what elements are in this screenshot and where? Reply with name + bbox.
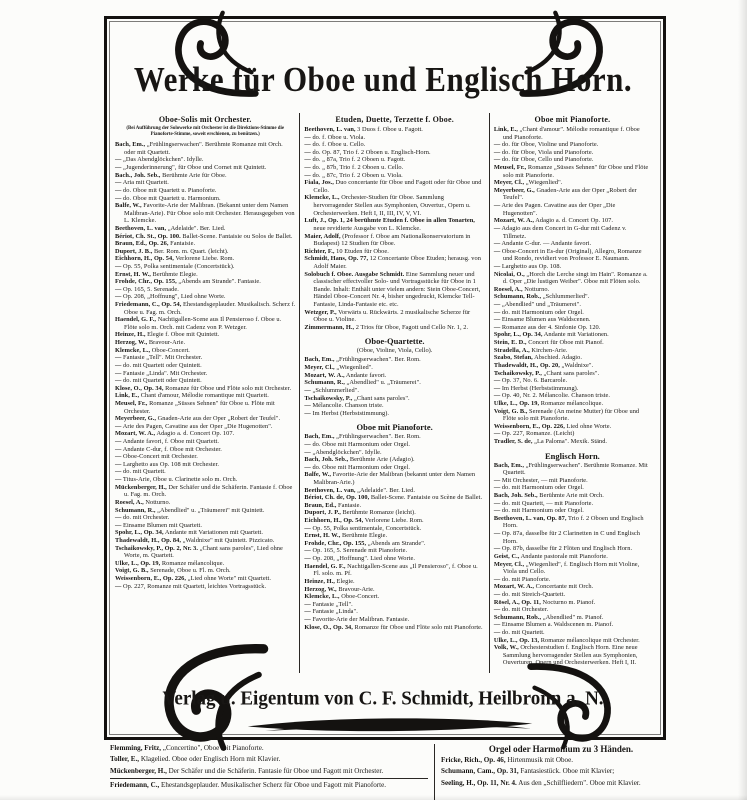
catalog-entry: Meyerbeer, G., Gnaden-Arie aus der Oper „Robert der Teufel". — [115, 415, 281, 423]
catalog-entry: — do. mit Quartett. — [115, 468, 166, 476]
catalog-entry: Schumann, Cam., Op. 31, Fantasiestück. Oboe mit Klavier; — [441, 767, 615, 776]
footer-left-column — [110, 744, 434, 800]
catalog-entry: Haendel, G. F., Nachtigallen-Scene aus „Il Pensieroso", f. Oboe u. Fl. solo. m. Pf. — [304, 562, 478, 578]
column-note: (Bei Aufführung der Solowerke mit Orchester ist die Direktions-Stimme die Pianoforte-Stimme, soweit erschienen, zu benützen.) — [126, 126, 285, 138]
catalog-entry: Szabo, Stefan, Abschied. Adagio. — [493, 354, 582, 362]
catalog-entry: Fiala, Jos., Duo concertante für Oboe und Fagott oder für Oboe und Cello. — [304, 179, 482, 194]
catalog-entry: — Op. 227, Romanze. (Leicht) — [493, 430, 575, 438]
catalog-entry: Mozart, W. A., Adagio a. d. Concert Op. 107. — [493, 217, 614, 225]
catalog-entry: — Larghetto aus Op. 108. — [493, 262, 562, 270]
catalog-entry: — Fantasie „Tell". Mit Orchester. — [115, 354, 203, 362]
catalog-entry: — do. „ 87c, Trio f. 2 Oboen u. Viola. — [304, 171, 403, 179]
catalog-entry: Frohde, Chr., Op. 155, „Abends am Strande". — [304, 539, 426, 547]
catalog-entry: — Op. 87b, dasselbe für 2 Flöten und Englisch Horn. — [493, 545, 633, 553]
catalog-entry: — do. für Oboe, Viola und Pianoforte. — [493, 148, 594, 156]
catalog-entry: — Op. 87a, dasselbe für 2 Clarinetten in C und Englisch Horn. — [493, 530, 641, 545]
catalog-entry: Tschaikowsky, P., Op. 2, Nr. 3. „Chant sans paroles", Lied ohne Worte, m. Quartett. — [115, 544, 283, 560]
catalog-entry: Ernst, H. W., Berühmte Elegie. — [304, 532, 388, 540]
catalog-entry: Beethoven, L. van, „Adelaide". Ber. Lied. — [115, 224, 226, 232]
section-header: Oboe mit Pianoforte. — [356, 422, 433, 433]
catalog-entry: Link, E., „Chant d'amour". Mélodie romantique f. Oboe und Pianoforte. — [493, 126, 640, 141]
catalog-entry: Mückenberger, H., Der Schäfer und die Schäferin. Fantasie f. Oboe u. Fag. m. Orch. — [115, 483, 293, 499]
catalog-entry: Bach, Joh. Seb., Berühmte Arie mit Orch. — [493, 492, 604, 500]
catalog-entry: — do. für Oboe, Violine und Pianoforte. — [493, 141, 599, 149]
catalog-entry: Eichhorn, H., Op. 54, Verlorene Liebe. Rom. — [115, 255, 235, 263]
swash-ornament-icon — [200, 714, 580, 736]
catalog-entry: Duport, J. B., Ber. Rom. m. Quart. (leicht). — [115, 247, 229, 255]
catalog-entry: Klose, O., Op. 34, Romanze für Oboe und Flöte solo mit Pianoforte. — [304, 623, 483, 631]
publisher-line: Verlag u. Eigentum von C. F. Schmidt, Heilbronn a. N. — [162, 687, 604, 710]
catalog-entry: Meusel, Fr., Romanze „Süsses Sehnen" für Oboe und Flöte solo mit Pianoforte. — [493, 164, 649, 179]
catalog-entry: Ulke, L., Op. 19, Romanze mélancolique. — [115, 559, 225, 567]
catalog-entry: Herzog, W., Bravour-Arie. — [304, 585, 375, 593]
catalog-entry: Mozart, W. A., Andante favori. — [304, 371, 387, 379]
catalog-entry: Meyer, Cl., „Wiegenlied", f. Englisch Horn mit Violine, Viola und Cello. — [493, 560, 640, 576]
catalog-entry: — Op. 208, „Hoffnung", Lied ohne Worte. — [115, 293, 226, 301]
catalog-entry: Schumann, R., „Abendlied" u. „Träumerei". — [304, 379, 421, 387]
catalog-entry: Meyerbeer, G., Gnaden-Arie aus der Oper „Robert der Teufel". — [493, 186, 637, 202]
catalog-entry: Heinze, H., Elegie. — [304, 577, 355, 585]
column-header: Etuden, Duette, Terzette f. Oboe. — [335, 115, 454, 124]
catalog-entry: — do. Oboe mit Quartett u. Pianoforte. — [115, 186, 217, 194]
catalog-entry: Klose, O., Op. 34, Romanze für Oboe und Flöte solo mit Orchester. — [115, 384, 292, 392]
catalog-entry: Geist, C., Andante pastorale mit Pianoforte. — [493, 552, 608, 560]
catalog-entry: Heinze, H., Elegie f. Oboe mit Quintett. — [115, 331, 220, 339]
column-oboe-solis — [111, 113, 300, 673]
catalog-entry: Bach, Em., „Frühlingserwachen". Berühmte Romanze mit Orch. oder mit Quartett. — [115, 141, 283, 156]
catalog-entry: — Op. 40, Nr. 2. Mélancolie. Chanson triste. — [493, 392, 611, 400]
catalog-entry: — Andante C-dur, f. Oboe mit Orchester. — [115, 445, 222, 453]
catalog-entry: — Op. 37, No. 6. Barcarole. — [493, 377, 568, 385]
catalog-entry: Thadewaldt, H., Op. 20, „Waldnixe". — [493, 361, 594, 369]
catalog-entry: Schumann, Rob., „Schlummerlied". — [493, 293, 590, 301]
catalog-entry: Bach, Joh. Seb., Berühmte Arie (Adagio). — [304, 456, 415, 464]
catalog-entry: Beethoven, L. van, 3 Duos f. Oboe u. Fagott. — [304, 126, 423, 133]
catalog-entry: — Andante favori, f. Oboe mit Quartett. — [115, 438, 219, 446]
catalog-entry: — do. „ 87b, Trio f. 2 Oboen u. Cello. — [304, 164, 404, 172]
catalog-entry: — Oboe-Concert mit Orchester. — [115, 453, 198, 461]
catalog-entry: — Adagio aus dem Concert in G-dur mit Cadenz v. Tillmetz. — [493, 224, 627, 240]
catalog-entry: — do. f. Oboe u. Cello. — [304, 141, 366, 149]
catalog-entry: Rösel, A., Op. 11, Nocturno m. Pianof. — [493, 598, 596, 606]
catalog-entry: — Im Herbst (Herbststimmung). — [304, 409, 390, 417]
catalog-entry: Richter, F., 10 Etuden für Oboe. — [304, 247, 389, 255]
catalog-entry: — Arie des Pagen. Cavatine aus der Oper „Die Hugenotten". — [493, 202, 616, 217]
catalog-entry: Volk, W., Orchesterstudien f. Englisch Horn. Eine neue Sammlung hervorragender Stellen aus Symphonien, Ouverturen, Opern und Orchesterwerken. Heft I, II. — [493, 644, 638, 667]
scan-edge-shadow — [738, 0, 747, 800]
catalog-entry: Bach., Joh. Seb., Berühmte Arie für Oboe. — [115, 171, 227, 179]
catalog-entry: Luft, J., Op. 1, 24 berühmte Etuden f. Oboe in allen Tonarten, neue revidierte Ausgabe von L. Klemcke. — [304, 217, 475, 232]
catalog-entry: — Op. 227, Romanze mit Quartett, leichtes Vortragsstück. — [115, 582, 267, 590]
catalog-entry: — Op. 55, Polka sentimentale (Concertstück). — [115, 263, 235, 270]
catalog-entry: Nicolai, O., „Horch die Lerche singt im Hain". Romanze a. d. Oper „Die lustigen Weiber". Oboe mit Flöten solo. — [493, 270, 648, 286]
catalog-entry: Maier, Adolf, (Professor f. Oboe am Nationalkonservatorium in Budapest) 12 Studien für Oboe. — [304, 232, 471, 248]
entry-list — [441, 756, 681, 788]
catalog-entry: — Fantasie „Linda". Mit Orchester. — [115, 369, 208, 377]
footer-section — [110, 744, 682, 800]
catalog-entry: Weissenborn, E., Op. 226, Lied ohne Worte. — [493, 422, 612, 430]
catalog-entry: — „Abendglöckchen". Idylle. — [304, 448, 382, 456]
catalog-entry: — do. mit Quartett, — mit Pianoforte. — [493, 499, 594, 507]
catalog-entry: — do. Op. 87, Trio f. 2 Oboen u. Englisch-Horn. — [304, 148, 431, 156]
catalog-entry: Roesel, A., Notturno. — [493, 285, 550, 293]
entry-list — [115, 141, 295, 590]
catalog-entry: Klemcke, L., Oboe-Concert. — [115, 346, 190, 354]
column-header: Oboe mit Pianoforte. — [534, 115, 611, 124]
catalog-entry: Fricke, Rich., Op. 46, Hirtenmusik mit Oboe. — [441, 756, 574, 764]
catalog-entry: — Romanze aus der 4. Sinfonie Op. 120. — [493, 323, 601, 331]
catalog-entry: — do. Oboe mit Harmonium oder Orgel. — [304, 463, 411, 471]
catalog-entry: — do. mit Quartett oder Quintett. — [115, 377, 202, 385]
catalog-entry: — do. mit Harmonium oder Orgel. — [493, 507, 584, 515]
section-header: Oboe-Quartette. — [364, 336, 425, 347]
catalog-entry: Ernst, H. W., Berühmte Elegie. — [115, 270, 198, 278]
catalog-entry: — do. mit Harmonium oder Orgel. — [493, 308, 584, 316]
catalog-entry: — do. für Oboe, Cello und Pianoforte. — [493, 156, 594, 164]
catalog-entry: Link, E., Chant d'amour, Mélodie romantique mit Quartett. — [115, 392, 269, 400]
footer-right-column — [434, 744, 681, 800]
catalog-entry: — Einsame Blumen mit Quartett. — [115, 521, 202, 529]
catalog-entry: Beethoven, L. van, „Adelaide". Ber. Lied. — [304, 486, 415, 494]
footer-right-header: Orgel oder Harmonium zu 3 Händen. — [488, 744, 634, 754]
catalog-entry: Meyer, Cl., „Wiegenlied". — [493, 179, 563, 187]
catalog-entry: — Im Herbst (Herbststimmung). — [493, 384, 579, 392]
catalog-entry: — Arie des Pagen, Cavatine aus der Oper „Die Hugenotten". — [115, 422, 273, 430]
catalog-entry: — Op. 55, Polka sentimentale, Concertstück. — [304, 524, 422, 532]
catalog-entry: Roesel, A., Notturno. — [115, 498, 171, 506]
catalog-entry: Seeling, H., Op. 11, Nr. 4. Aus den „Schilfliedern". Oboe mit Klavier. — [441, 778, 641, 787]
catalog-entry: — do. Oboe mit Harmonium oder Orgel. — [304, 440, 411, 448]
catalog-entry: — do. mit Streich-Quartett. — [493, 590, 566, 598]
catalog-entry: Braun, Ed., Fantasie. — [304, 501, 362, 509]
catalog-entry: — do. mit Harmonium oder Orgel. — [493, 484, 584, 492]
catalog-columns — [111, 113, 655, 673]
catalog-entry: Voigt, G. B., Serenade, Oboe u. Fl. m. Orch. — [115, 567, 231, 575]
catalog-entry: Friedemann, C., Op. 54, Ehestandsgeplauder. Musikalisch. Scherz f. Oboe u. Fag. m. Orch. — [115, 301, 296, 316]
column-oboe-pianoforte — [490, 113, 655, 673]
catalog-entry: Haendel, G. F., Nachtigallen-Scene aus Il Pensieroso f. Oboe u. Flöte solo m. Orch. mit Cadenz von P. Wetzger. — [115, 316, 282, 331]
catalog-entry: Toller, E., Klagelied. Oboe oder Englisch Horn mit Klavier. — [110, 755, 281, 764]
catalog-entry: — do. mit Orchester. — [493, 606, 549, 614]
section-header: Englisch Horn. — [545, 450, 600, 461]
catalog-entry: Schumann, R., „Abendlied" u. „Träumerei" mit Quintett. — [115, 506, 265, 514]
catalog-entry: Klemcke, L., Orchester-Studien für Oboe. Sammlung hervorragender Stellen aus Symphonien, Ouvertur., Opern u. Orchesterwerken. Heft I, II, III, IV, V, VI. — [304, 194, 471, 217]
catalog-entry: Balfe, W., Favorite-Arie der Malibran. (Bekannt unter dem Namen Malibran-Arie). Für Oboe solo mit Orchester. Herausgegeben von L. Klemcke. — [115, 202, 295, 225]
catalog-entry: Mozart, W. A., Adagio a. d. Concert Op. 107. — [115, 430, 235, 438]
catalog-entry: Braun, Ed., Op. 26, Fantaisie. — [115, 240, 196, 248]
catalog-entry: Balfe, W., Favorite-Arie der Malibran (bekannt unter dem Namen Malibran-Arie.) — [304, 471, 476, 486]
page-title: Werke für Oboe und Englisch Horn. — [133, 59, 633, 100]
catalog-entry: — Mélancolie. Chanson triste. — [304, 402, 384, 410]
column-header: Oboe-Solis mit Orchester. — [158, 115, 252, 124]
catalog-entry: — Aria mit Quartett. — [115, 179, 169, 187]
catalog-entry: Zimmermann, H., 2 Trios für Oboe, Fagott und Cello Nr. 1, 2. — [304, 323, 469, 331]
catalog-entry: Tradler, S. de, „La Paloma". Mexik. Ständ. — [493, 437, 608, 445]
catalog-entry: Bériot, Ch. de, Op. 100, Ballet-Scene. Fantaisie ou Scène de Ballet. — [304, 494, 483, 502]
catalog-entry: — Fantasie „Tell". — [304, 600, 353, 608]
catalog-entry: Beethoven, L. van, Op. 87, Trio f. 2 Oboen und Englisch Horn. — [493, 514, 644, 530]
catalog-entry: Schumann, Rob., „Abendlied" m. Pianof. — [493, 613, 604, 621]
catalog-entry: Schmidt, Hans, Op. 77, 12 Concertante Oboe Etuden; herausg. von Adolf Maier. — [304, 255, 481, 270]
catalog-entry: — Fantasie „Linda". — [304, 608, 358, 616]
catalog-entry: — Einsame Blumen a. Waldscenen m. Pianof. — [493, 621, 614, 629]
catalog-entry: — „Jugenderinnerung", für Oboe und Cornet mit Quintett. — [115, 164, 267, 172]
catalog-entry: Ulke, L., Op. 13, Romanze mélancolique mit Orchester. — [493, 636, 640, 644]
catalog-entry: Herzog, W., Bravour-Arie. — [115, 339, 186, 347]
catalog-entry: Friedemann, C., Ehestandsgeplauder. Musikalischer Scherz für Oboe und Fagott mit Pianoforte. — [110, 781, 387, 790]
catalog-entry: — Favorite-Arie der Malibran. Fantasie. — [304, 615, 410, 623]
catalog-entry: — do. mit Orchester. — [115, 514, 170, 522]
catalog-entry: Klemcke, L., Oboe-Concert. — [304, 593, 380, 601]
catalog-entry: — do. mit Pianoforte. — [493, 575, 551, 583]
catalog-entry: Mückenberger, H., Der Schäfer und die Schäferin. Fantasie für Oboe und Fagott mit Orchester. — [110, 767, 428, 779]
catalog-entry: Meusel, Fr., Romanze „Süsses Sehnen" für Oboe u. Flöte mit Orchester. — [115, 399, 275, 415]
catalog-entry: Flemming, Fritz, „Concertino", Oboe mit Pianoforte. — [110, 744, 264, 752]
catalog-entry: Tschaikowsky, P., „Chant sans paroles". — [493, 369, 600, 377]
catalog-entry: Meyer, Cl., „Wiegenlied". — [304, 364, 373, 372]
catalog-entry: Spohr, L., Op. 34, Andante mit Variationen. — [493, 331, 609, 339]
catalog-entry: — Mit Orchester, — mit Pianoforte. — [493, 476, 588, 484]
catalog-entry: — Op. 165, 5. Serenade mit Pianoforte. — [304, 547, 408, 555]
catalog-entry: — „Das Abendglöckchen". Idylle. — [115, 156, 204, 164]
catalog-entry: Wetzger, P., Vorwärts u. Rückwärts. 2 musikalische Scherze für Oboe u. Violine. — [304, 308, 471, 324]
catalog-entry: — Oboe-Concert in Es-dur (Original), Allegro, Romanze und Rondo, revidiert von Professor E. Naumann. — [493, 247, 642, 263]
catalog-entry: — do. mit Quartett oder Quintett. — [115, 361, 202, 369]
catalog-entry: — do. mit Quartett. — [493, 629, 545, 636]
catalog-entry: — do. f. Oboe u. Viola. — [304, 133, 366, 141]
catalog-entry: — Larghetto aus Op. 108 mit Orchester. — [115, 460, 219, 468]
catalog-entry: — do. Oboe mit Quartett u. Harmonium. — [115, 194, 221, 202]
catalog-entry: Weissenborn, E., Op. 226, „Lied ohne Worte" mit Quartett. — [115, 574, 271, 582]
catalog-entry: Mozart, W. A., Concertante mit Orch. — [493, 583, 594, 591]
catalog-entry: Bach, Em., „Frühlingserwachen". Ber. Rom. — [304, 433, 421, 441]
catalog-entry: — „Schlummerlied". — [304, 386, 360, 394]
catalog-entry: Tschaikowsky, P., „Chant sans paroles". — [304, 394, 410, 402]
catalog-entry: — Einsame Blumen aus Waldscenen. — [493, 316, 591, 324]
catalog-entry: Duport, J. P., Berühmte Romanze (leicht). — [304, 509, 416, 517]
catalog-entry: Eichhorn, H., Op. 54, Verlorene Liebe. Rom. — [304, 517, 424, 525]
catalog-entry: Bériot, Ch. St., Op. 100. Ballet-Scene. Fantaisie ou Solos de Ballet. — [115, 232, 293, 240]
catalog-entry: — Andante C-dur. — Andante favori. — [493, 240, 592, 248]
catalog-entry: Bach, Em., „Frühlingserwachen". Berühmte Romanze. Mit Quartett. — [493, 461, 648, 477]
catalog-entry: Spohr, L., Op. 34, Andante mit Variationen mit Quartett. — [115, 529, 264, 537]
column-etuden-duette — [300, 113, 489, 673]
catalog-entry: Voigt, G. B., Serenade (An meine Mutter) für Oboe und Flöte solo mit Pianoforte. — [493, 407, 640, 423]
catalog-entry: Thadewaldt, H., Op. 84, „Waldnixe" mit Quintett. Pizzicato. — [115, 536, 275, 544]
catalog-entry: Stein, E. D., Concert für Oboe mit Pianof. — [493, 339, 604, 347]
catalog-entry: Bach, Em., „Frühlingserwachen". Ber. Rom. — [304, 356, 421, 364]
catalog-entry: — „Abendlied" und „Träumerei". — [493, 301, 581, 309]
entry-list — [494, 126, 651, 667]
catalog-entry: — Op. 165, 5. Serenade. — [115, 285, 179, 293]
catalog-entry: Frohde, Chr., Op. 155, „Abends am Strande". Fantasie. — [115, 278, 261, 286]
catalog-entry: Stradella, A., Kirchen-Arie. — [493, 346, 568, 354]
section-subheader: (Oboe, Violine, Viola, Cello). — [356, 347, 433, 355]
catalog-entry: — do. „ 87a, Trio f. 2 Oboen u. Fagott. — [304, 156, 406, 164]
catalog-entry: Ulke, L., Op. 19, Romanze mélancolique. — [493, 399, 604, 407]
catalog-entry: — Op. 208, „Hoffnung". Lied ohne Worte. — [304, 555, 415, 563]
catalog-entry: — Titus-Arie, Oboe u. Clarinette solo m. Orch. — [115, 476, 238, 484]
entry-list — [304, 126, 484, 631]
catalog-entry: Solobuch f. Oboe. Ausgabe Schmidt. Eine Sammlung neuer und classischer effectvoller Solo- und Vortragsstücke für Oboe in 1 Bande. Inhalt: Enthält unter vielem andern: Stein Oboe-Concert, Händel Oboe-Concert Nr. 4, bisher ungedruckt, Klemcke Tell-Fantasie, Linda-Fantasie etc. etc. — [304, 270, 481, 309]
